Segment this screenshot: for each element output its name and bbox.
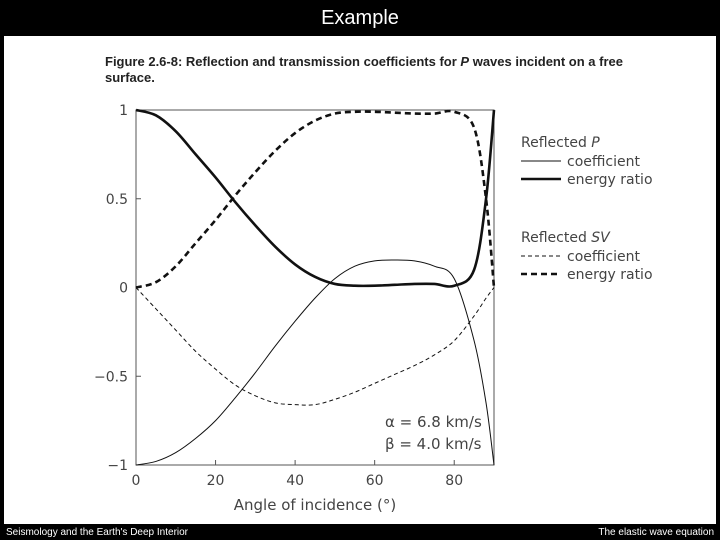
slide-title: Example [0,0,720,36]
series-line-thick-dashed [136,111,494,287]
y-tick-label: 1 [119,103,128,119]
legend-entry: energy ratio [567,267,653,283]
series-line-thin-dashed [136,288,494,406]
series-line-thick-solid [136,110,494,286]
annotation-0: α = 6.8 km/s [385,413,482,431]
caption-bold: Figure 2.6-8: Reflection and transmission coefficients for [105,54,457,69]
x-tick-label: 20 [206,473,225,489]
x-tick-label: 40 [286,473,305,489]
caption-italic: P [460,54,470,69]
legend-heading: Reflected P [521,135,600,151]
y-tick-label: −1 [107,458,128,474]
legend-heading: Reflected SV [521,230,610,246]
plot-frame [136,110,494,465]
annotation-1: β = 4.0 km/s [385,435,482,453]
x-tick-label: 80 [445,473,464,489]
legend-entry: coefficient [567,249,640,265]
y-tick-label: 0.5 [105,191,128,208]
y-tick-label: −0.5 [94,369,128,386]
x-tick-label: 0 [131,473,141,489]
footer-left: Seismology and the Earth's Deep Interior [6,527,189,538]
x-axis-label: Angle of incidence (°) [233,496,397,514]
slide-canvas [4,36,716,524]
footer-right: The elastic wave equation [598,527,714,538]
legend-entry: coefficient [567,154,640,170]
caption-rest: waves incident on a free surface. [105,54,623,85]
chart [4,36,716,524]
x-tick-label: 60 [365,473,384,489]
legend-entry: energy ratio [567,172,653,188]
y-tick-label: 0 [119,280,128,297]
